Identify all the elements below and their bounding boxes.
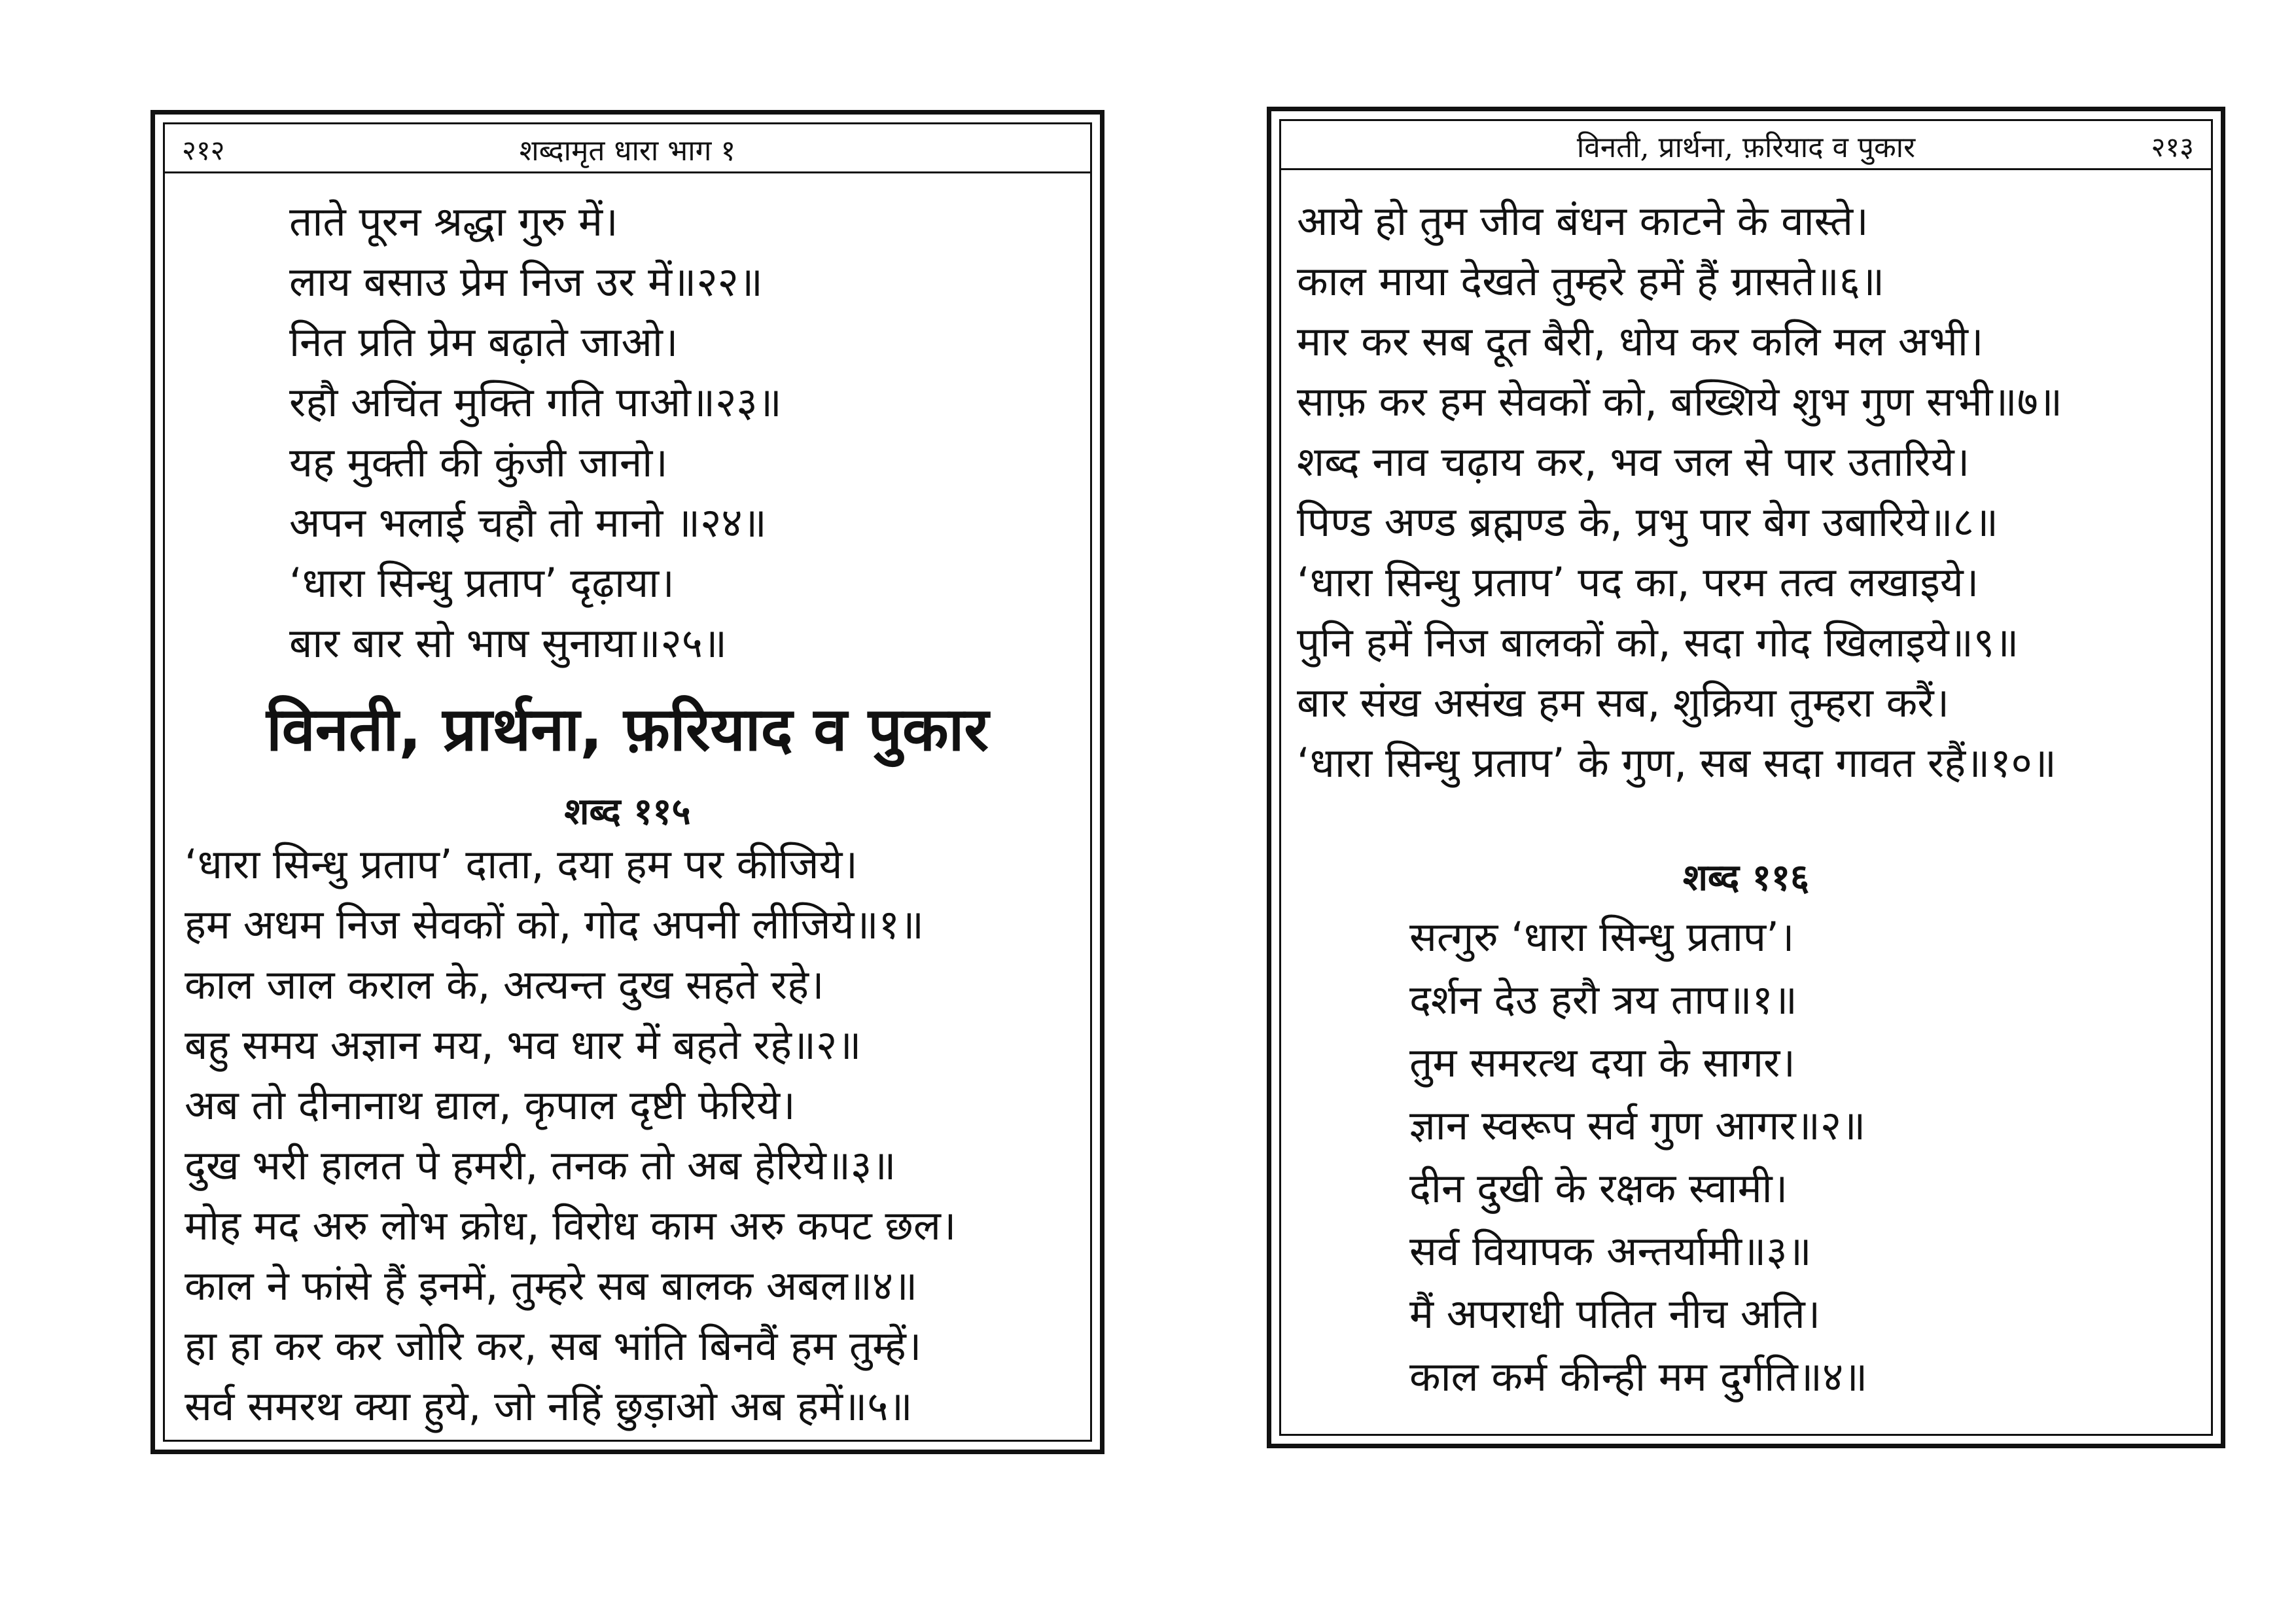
left-page bbox=[150, 110, 1104, 1454]
verse-line: पुनि हमें निज बालकों को, सदा गोद खिलाइये॥९॥ bbox=[1297, 618, 2019, 666]
right-page bbox=[1267, 107, 2225, 1448]
verse-line: ताते पूरन श्रद्धा गुरु में। bbox=[289, 198, 618, 245]
verse-line: काल ने फांसे हैं इनमें, तुम्हरे सब बालक अबल॥४॥ bbox=[185, 1262, 918, 1310]
running-title: विनती, प्रार्थना, फ़रियाद व पुकार bbox=[1576, 131, 1916, 164]
verse-line: ज्ञान स्वरूप सर्व गुण आगर॥२॥ bbox=[1409, 1101, 1866, 1149]
verse-line: काल माया देखते तुम्हरे हमें हैं ग्रासते॥६॥ bbox=[1297, 257, 1885, 305]
verse-line: सर्व समरथ क्या हुये, जो नहिं छुड़ाओ अब हमें॥५॥ bbox=[185, 1382, 913, 1430]
verse-line: बहु समय अज्ञान मय, भव धार में बहते रहे॥२॥ bbox=[185, 1021, 862, 1069]
shabd-label: शब्द ११५ bbox=[564, 791, 691, 833]
verse-line: अपन भलाई चहौ तो मानो ॥२४॥ bbox=[289, 499, 767, 546]
verse-line: तुम समरत्थ दया के सागर। bbox=[1409, 1039, 1795, 1086]
verse-line: काल कर्म कीन्ही मम दुर्गति॥४॥ bbox=[1409, 1353, 1868, 1400]
right-page-header bbox=[1281, 121, 2211, 170]
verse-line: ‘धारा सिन्धु प्रताप’ दाता, दया हम पर कीजिये। bbox=[185, 840, 858, 888]
verse-line: हम अधम निज सेवकों को, गोद अपनी लीजिये॥१॥ bbox=[185, 901, 925, 948]
verse-line: ‘धारा सिन्धु प्रताप’ पद का, परम तत्व लखाइये। bbox=[1297, 558, 1979, 606]
verse-line: ‘धारा सिन्धु प्रताप’ के गुण, सब सदा गावत रहैं॥१०॥ bbox=[1297, 739, 2057, 787]
section-heading: विनती, प्रार्थना, फ़रियाद व पुकार bbox=[266, 694, 989, 764]
verse-line: नित प्रति प्रेम बढ़ाते जाओ। bbox=[289, 318, 679, 366]
page-number: २१३ bbox=[2151, 131, 2194, 163]
left-page-header bbox=[165, 124, 1090, 173]
verse-line: अब तो दीनानाथ द्याल, कृपाल दृष्टी फेरिये। bbox=[185, 1081, 796, 1129]
verse-line: मोह मद अरु लोभ क्रोध, विरोध काम अरु कपट छल। bbox=[185, 1202, 957, 1249]
page-number: २१२ bbox=[182, 134, 225, 166]
shabd-label: शब्द ११६ bbox=[1682, 857, 1810, 899]
verse-line: आये हो तुम जीव बंधन काटने के वास्ते। bbox=[1297, 197, 1869, 245]
verse-line: मार कर सब दूत बैरी, धोय कर कलि मल अभी। bbox=[1297, 317, 1984, 365]
verse-line: दर्शन देउ हरौ त्रय ताप॥१॥ bbox=[1409, 976, 1797, 1024]
verse-line: रहौ अचिंत मुक्ति गति पाओ॥२३॥ bbox=[289, 378, 782, 426]
verse-line: दीन दुखी के रक्षक स्वामी। bbox=[1409, 1164, 1788, 1212]
verse-line: पिण्ड अण्ड ब्रह्मण्ड के, प्रभु पार बेग उबारिये॥८॥ bbox=[1297, 498, 1998, 546]
verse-line: बार संख असंख हम सब, शुक्रिया तुम्हरा करैं। bbox=[1297, 679, 1950, 726]
right-page-frame bbox=[1279, 119, 2213, 1436]
verse-line: लाय बसाउ प्रेम निज उर में॥२२॥ bbox=[289, 258, 763, 306]
verse-line: काल जाल कराल के, अत्यन्त दुख सहते रहे। bbox=[185, 961, 824, 1008]
verse-line: मैं अपराधी पतित नीच अति। bbox=[1409, 1290, 1821, 1338]
verse-line: हा हा कर कर जोरि कर, सब भांति बिनवैं हम तुम्हें। bbox=[185, 1322, 922, 1370]
verse-line: यह मुक्ती की कुंजी जानो। bbox=[289, 438, 668, 486]
verse-line: सत्गुरु ‘धारा सिन्धु प्रताप’। bbox=[1409, 913, 1795, 961]
verse-line: शब्द नाव चढ़ाय कर, भव जल से पार उतारिये। bbox=[1297, 438, 1970, 486]
left-page-frame bbox=[163, 122, 1092, 1442]
verse-line: दुख भरी हालत पे हमरी, तनक तो अब हेरिये॥३॥ bbox=[185, 1141, 896, 1189]
verse-line: सर्व वियापक अन्तर्यामी॥३॥ bbox=[1409, 1227, 1812, 1275]
running-title: शब्दामृत धारा भाग १ bbox=[519, 134, 736, 168]
verse-line: बार बार सो भाष सुनाया॥२५॥ bbox=[289, 619, 728, 667]
verse-line: ‘धारा सिन्धु प्रताप’ दृढ़ाया। bbox=[289, 559, 675, 607]
verse-line: साफ़ कर हम सेवकों को, बख्शिये शुभ गुण सभी॥७॥ bbox=[1297, 378, 2063, 425]
